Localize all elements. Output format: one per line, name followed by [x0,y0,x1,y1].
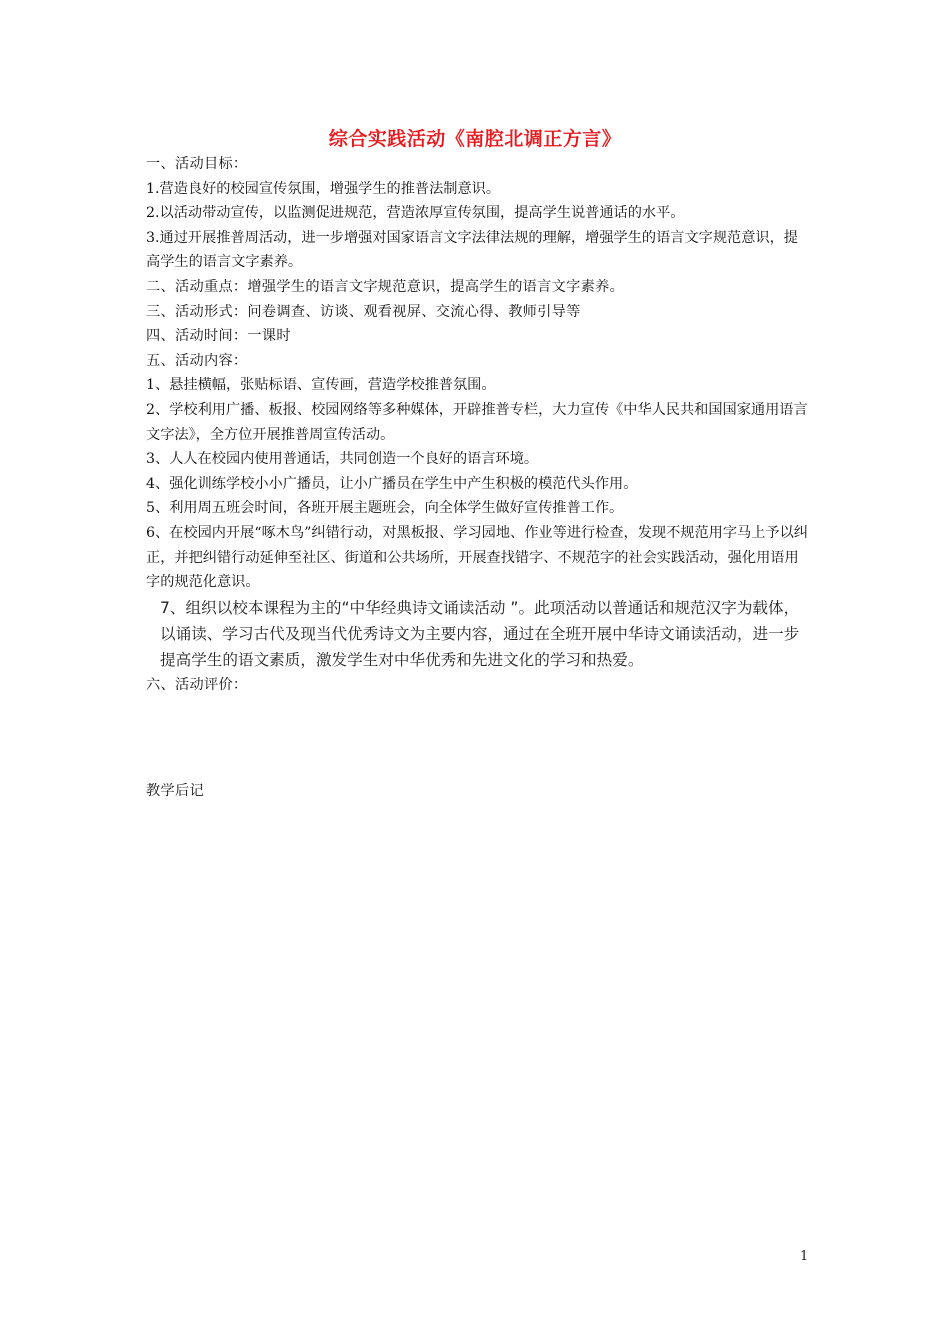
content-item: 4、强化训练学校小小广播员，让小广播员在学生中产生积极的模范代头作用。 [146,475,638,492]
content-item: 3、人人在校园内使用普通话，共同创造一个良好的语言环境。 [146,451,539,468]
content-item: 1、悬挂横幅，张贴标语、宣传画，营造学校推普氛围。 [146,377,496,394]
content-item: 6、在校园内开展“啄木鸟”纠错行动，对黑板报、学习园地、作业等进行检查，发现不规范用字马上予以纠正，并把纠错行动延伸至社区、街道和公共场所，开展查找错字、不规范字的社会实践活动，强化用语用字的规范化意识。 [146,524,808,591]
document-title: 综合实践活动《南腔北调正方言》 [328,128,622,150]
document-body [146,152,810,804]
goal-item: 1.营造良好的校园宣传氛围，增强学生的推普法制意识。 [146,180,501,197]
content-item-7: 7、组织以校本课程为主的“中华经典诗文诵读活动 ”。此项活动以普通话和规范汉字为载体，以诵读、学习古代及现当代优秀诗文为主要内容，通过在全班开展中华诗文诵读活动，进一步提高学生的语文素质，激发学生对中华优秀和先进文化的学习和热爱。 [160,598,800,669]
goals-heading: 一、活动目标： [146,156,248,172]
form-section: 三、活动形式：问卷调查、访谈、观看视屏、交流心得、教师引导等 [146,303,581,320]
goal-item: 3.通过开展推普周活动，进一步增强对国家语言文字法律法规的理解，增强学生的语言文字规范意识，提高学生的语言文字素养。 [146,229,798,271]
page-number: 1 [800,1249,809,1264]
content-item: 2、学校利用广播、板报、校园网络等多种媒体，开辟推普专栏，大力宣传《中华人民共和国国家通用语言文字法》，全方位开展推普周宣传活动。 [146,401,808,443]
goal-item: 2.以活动带动宣传，以监测促进规范，营造浓厚宣传氛围，提高学生说普通话的水平。 [146,205,685,222]
content-heading: 五、活动内容： [146,352,248,369]
evaluation-blank [146,697,810,779]
content-item: 5、利用周五班会时间，各班开展主题班会，向全体学生做好宣传推普工作。 [146,500,624,517]
evaluation-heading: 六、活动评价： [146,676,248,693]
focus-section: 二、活动重点：增强学生的语言文字规范意识，提高学生的语言文字素养。 [146,278,625,295]
time-section: 四、活动时间：一课时 [146,328,291,345]
postscript-heading: 教学后记 [146,783,204,800]
